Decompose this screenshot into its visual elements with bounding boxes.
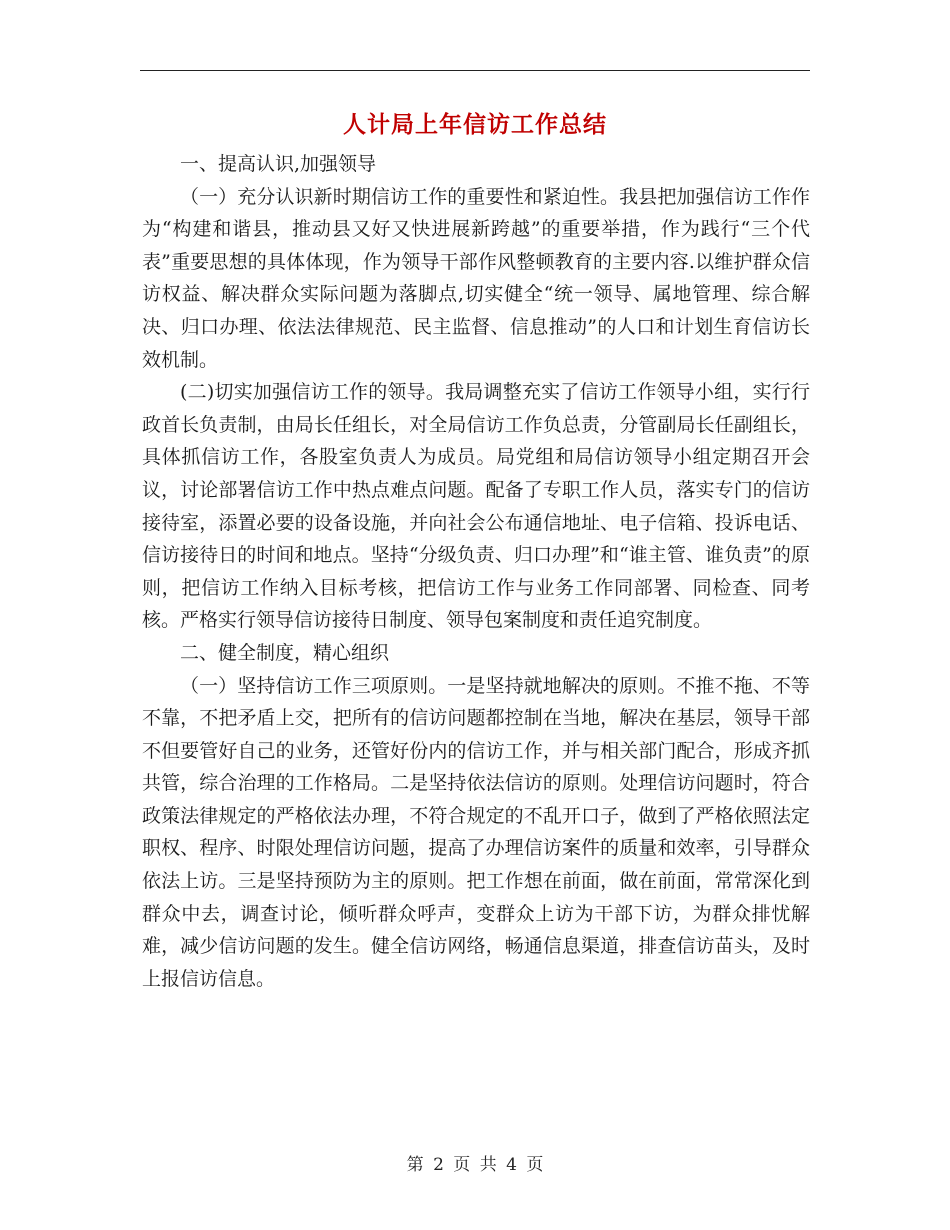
section-heading: 一、提高认识,加强领导 xyxy=(180,153,377,175)
section-heading: 二、健全制度，精心组织 xyxy=(180,641,390,664)
body-paragraph: （一）坚持信访工作三项原则。一是坚持就地解决的原则。不推不拖、不等不靠，不把矛盾上交，把所有的信访问题都控制在当地，解决在基层，领导干部不但要管好自己的业务，还管好份内的信访工作，并与相关部门配合，形成齐抓共管，综合治理的工作格局。二是坚持依法信访的原则。处理信访问题时，符合政策法律规定的严格依法办理，不符合规定的不乱开口子，做到了严格依照法定职权、程序、时限处理信访问题，提高了办理信访案件的质量和效率，引导群众依法上访。三是坚持预防为主的原则。把工作想在前面，做在前面，常常深化到群众中去，调查讨论，倾听群众呼声，变群众上访为干部下访，为群众排忧解难，减少信访问题的发生。健全信访网络，畅通信息渠道，排查信访苗头，及时上报信访信息。 xyxy=(142,674,810,990)
document-title: 人计局上年信访工作总结 xyxy=(343,111,607,138)
header-rule xyxy=(140,70,810,71)
body-paragraph: （一）充分认识新时期信访工作的重要性和紧迫性。我县把加强信访工作作为“构建和谐县，推动县又好又快进展新跨越”的重要举措，作为践行“三个代表”重要思想的具体体现，作为领导干部作风整顿教育的主要内容.以维护群众信访权益、解决群众实际问题为落脚点,切实健全“统一领导、属地管理、综合解决、归口办理、依法法律规范、民主监督、信息推动”的人口和计划生育信访长效机制。 xyxy=(142,185,810,371)
document-body xyxy=(142,148,810,995)
page-number: 第 2 页 共 4 页 xyxy=(406,1155,544,1175)
body-paragraph: (二)切实加强信访工作的领导。我局调整充实了信访工作领导小组，实行行政首长负责制，由局长任组长，对全局信访工作负总责，分管副局长任副组长，具体抓信访工作，各股室负责人为成员。局党组和局信访领导小组定期召开会议，讨论部署信访工作中热点难点问题。配备了专职工作人员，落实专门的信访接待室，添置必要的设备设施，并向社会公布通信地址、电子信箱、投诉电话、信访接待日的时间和地点。坚持“分级负责、归口办理”和“谁主管、谁负责”的原则，把信访工作纳入目标考核，把信访工作与业务工作同部署、同检查、同考核。严格实行领导信访接待日制度、领导包案制度和责任追究制度。 xyxy=(142,381,810,632)
